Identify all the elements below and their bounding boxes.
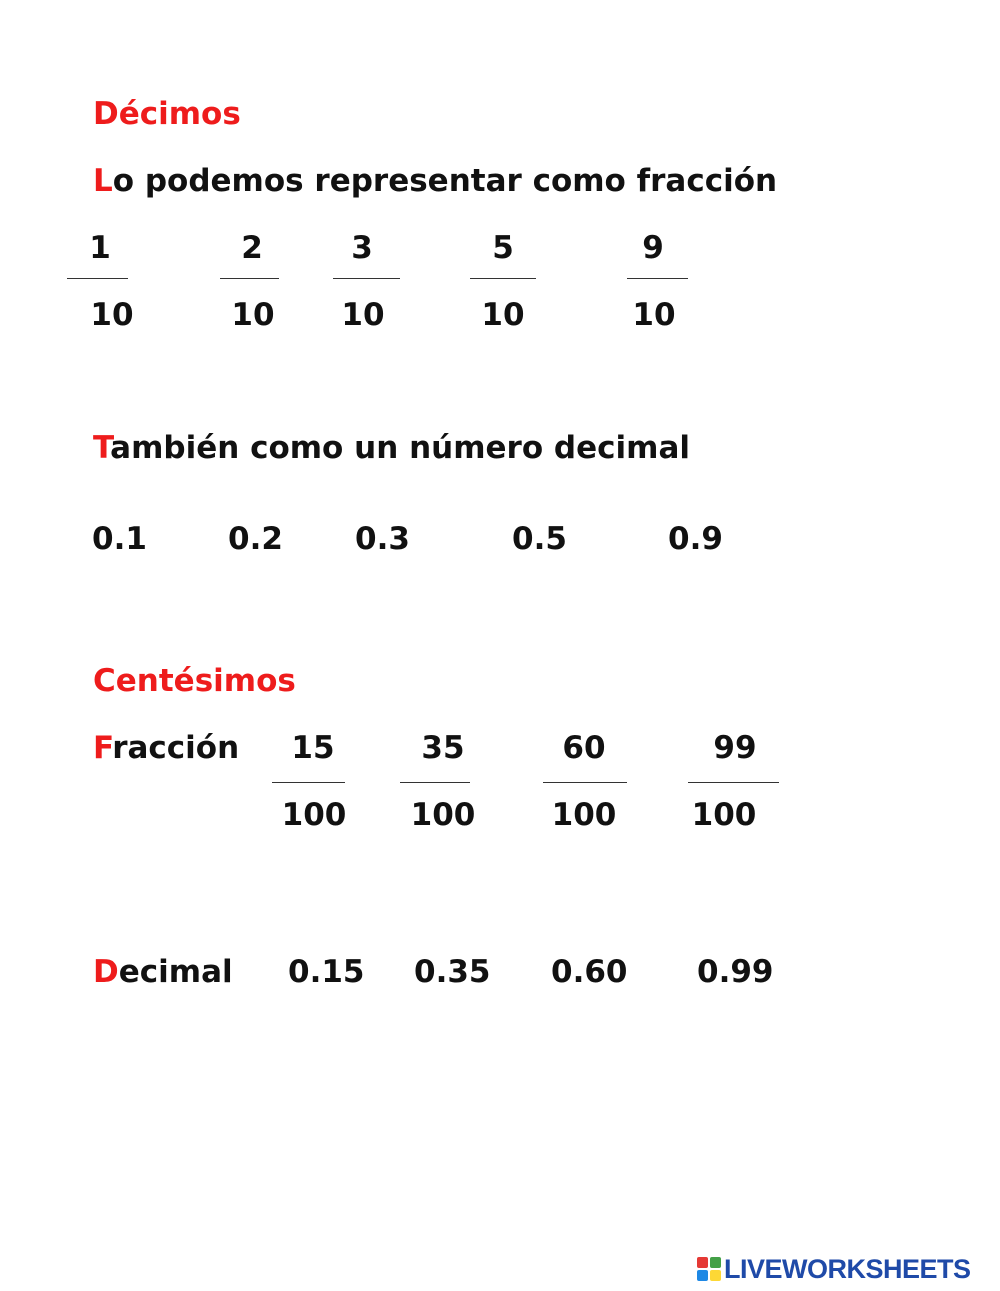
fraction-denominator: 10 bbox=[632, 297, 676, 333]
section-title-centesimos: Centésimos bbox=[93, 663, 296, 699]
fraction-numerator: 99 bbox=[713, 730, 757, 766]
fraction-intro-text: o podemos representar como fracción bbox=[112, 163, 778, 199]
fraction-bar bbox=[627, 278, 688, 279]
fraction-bar bbox=[470, 278, 536, 279]
fraction-label-text: racción bbox=[112, 730, 240, 766]
fraction-numerator: 35 bbox=[421, 730, 465, 766]
fraction-bar bbox=[272, 782, 345, 783]
liveworksheets-logo-icon bbox=[697, 1257, 721, 1281]
fraction-denominator: 100 bbox=[691, 797, 757, 833]
decimal-value: 0.35 bbox=[414, 954, 491, 990]
decimal-value: 0.2 bbox=[228, 521, 283, 557]
fraction-denominator: 100 bbox=[551, 797, 617, 833]
decimal-label-initial: D bbox=[93, 954, 119, 990]
fraction-numerator: 3 bbox=[351, 230, 373, 266]
fraction-numerator: 15 bbox=[291, 730, 335, 766]
liveworksheets-logo-text: LIVEWORKSHEETS bbox=[724, 1253, 971, 1284]
fraction-bar bbox=[400, 782, 470, 783]
decimal-value: 0.3 bbox=[355, 521, 410, 557]
fraction-intro-initial: L bbox=[93, 163, 113, 199]
decimal-value: 0.9 bbox=[668, 521, 723, 557]
fraction-bar bbox=[688, 782, 779, 783]
fraction-denominator: 10 bbox=[341, 297, 385, 333]
section-title-decimos: Décimos bbox=[93, 96, 241, 132]
decimal-value: 0.99 bbox=[697, 954, 774, 990]
decimal-value: 0.60 bbox=[551, 954, 628, 990]
fraction-denominator: 10 bbox=[231, 297, 275, 333]
fraction-numerator: 60 bbox=[562, 730, 606, 766]
fraction-numerator: 1 bbox=[89, 230, 111, 266]
fraction-denominator: 10 bbox=[90, 297, 134, 333]
fraction-bar bbox=[220, 278, 279, 279]
decimal-intro-text: ambién como un número decimal bbox=[110, 430, 690, 466]
fraction-intro bbox=[93, 163, 777, 199]
liveworksheets-logo bbox=[697, 1254, 971, 1284]
fraction-denominator: 10 bbox=[481, 297, 525, 333]
decimal-intro-initial: T bbox=[93, 430, 111, 466]
decimal-value: 0.15 bbox=[288, 954, 365, 990]
fraction-numerator: 5 bbox=[492, 230, 514, 266]
fraction-denominator: 100 bbox=[281, 797, 347, 833]
fraction-bar bbox=[543, 782, 627, 783]
decimal-value: 0.1 bbox=[92, 521, 147, 557]
decimal-label-text: ecimal bbox=[118, 954, 233, 990]
decimal-intro bbox=[93, 430, 690, 466]
decimal-value: 0.5 bbox=[512, 521, 567, 557]
decimal-label bbox=[93, 954, 233, 990]
fraction-bar bbox=[67, 278, 128, 279]
fraction-numerator: 2 bbox=[241, 230, 263, 266]
fraction-bar bbox=[333, 278, 400, 279]
fraction-numerator: 9 bbox=[642, 230, 664, 266]
fraction-label-initial: F bbox=[93, 730, 113, 766]
fraction-denominator: 100 bbox=[410, 797, 476, 833]
fraction-label bbox=[93, 730, 239, 766]
